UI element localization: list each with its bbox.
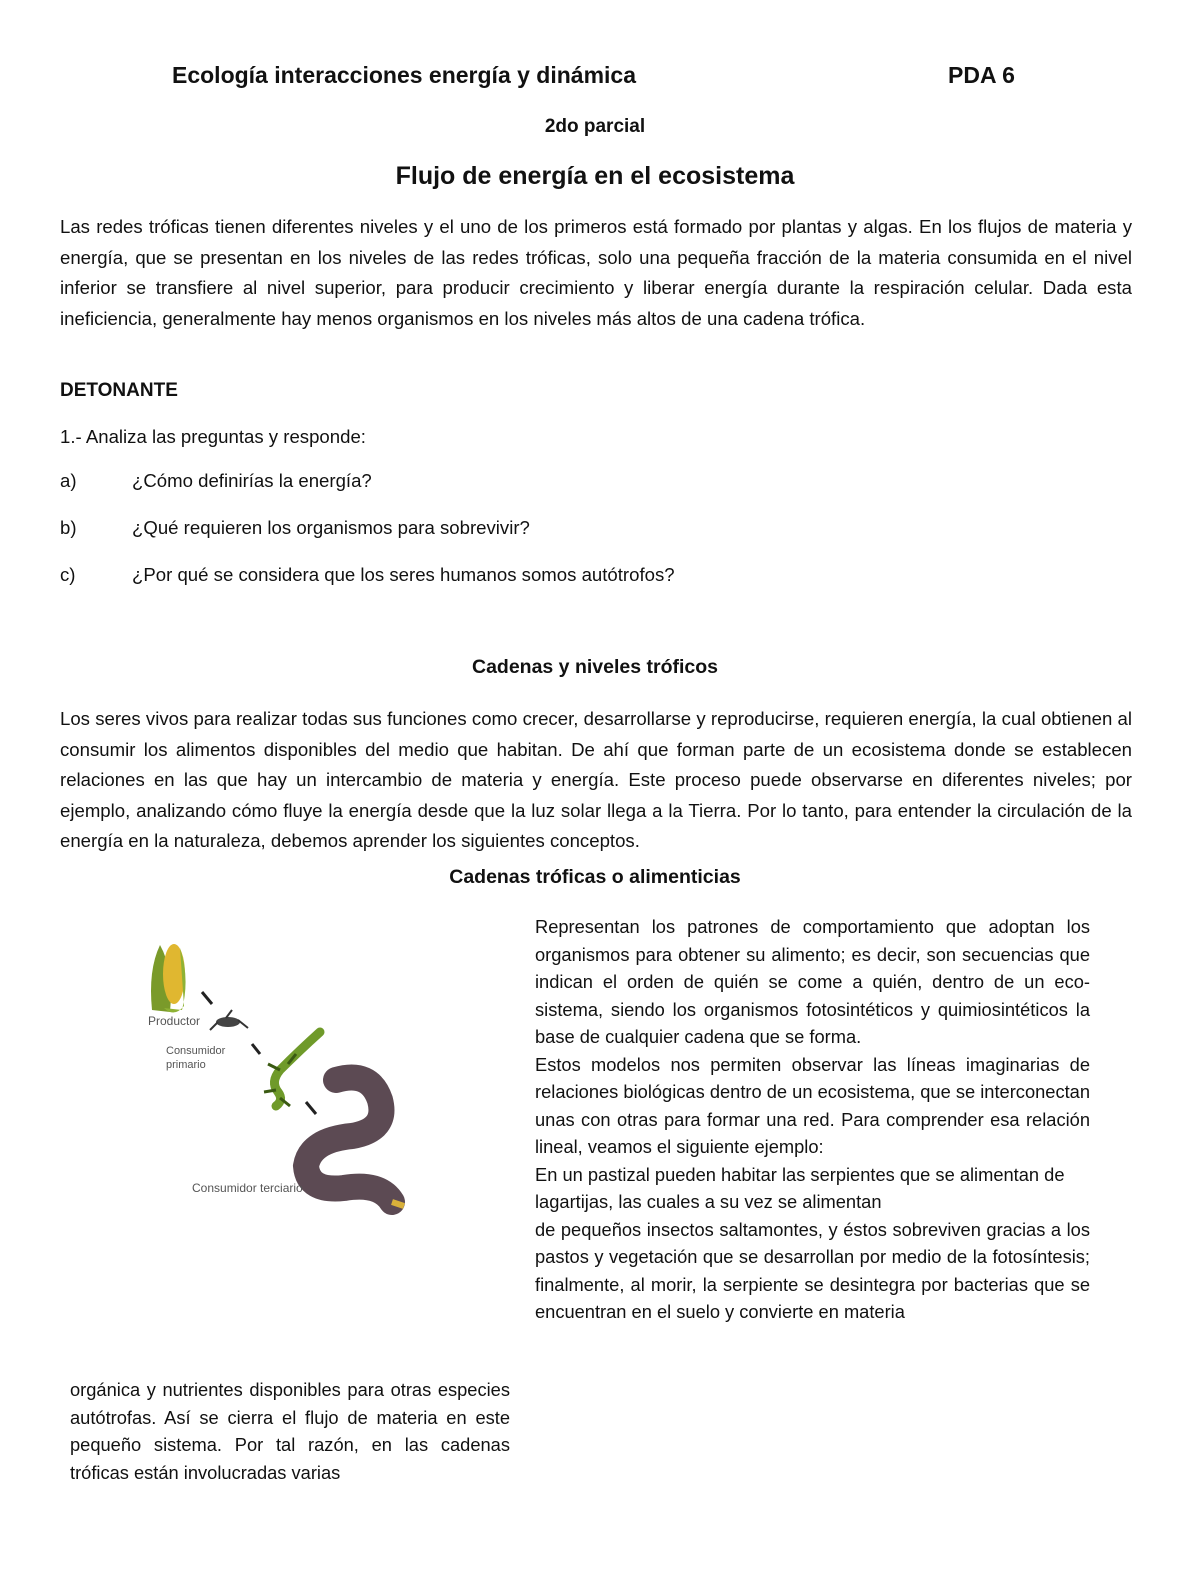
question-item [60, 564, 675, 611]
left-column: orgánica y nutrientes disponibles para otras especies autótrofas. Así se cierra el flujo de materia en este pequeño sistema. Por tal razón, en las cadenas tróficas están involucradas varias [70, 1379, 510, 1483]
right-column [535, 913, 1090, 1326]
main-title: Flujo de energía en el ecosistema [395, 162, 795, 190]
question-letter: c) [60, 564, 76, 585]
arrow-icon [252, 1044, 260, 1054]
question-item [60, 470, 675, 517]
question-letter: a) [60, 470, 77, 491]
document-code: PDA 6 [948, 62, 1015, 88]
right-paragraph-3: En un pastizal pueden habitar las serpientes que se alimentan de lagartijas, las cuales a su vez se alimentan [535, 1163, 1065, 1212]
intro-paragraph: Las redes tróficas tienen diferentes niveles y el uno de los primeros está formado por plantas y algas. En los flujos de materia y energía, que se presentan en los niveles de las redes tróficas, solo una pequeña fracción de la materia consumida en el nivel inferior se transfiere al nivel superior, para producir crecimiento y liberar energía durante la respiración celular. Dada esta ineficiencia, generalmente hay menos organismos en los niveles más altos de una cadena trófica. [60, 216, 1132, 329]
question-text: ¿Cómo definirías la energía? [132, 470, 372, 491]
document-title: Ecología interacciones energía y dinámica [172, 62, 637, 88]
arrow-icon [202, 992, 212, 1004]
question-text: ¿Qué requieren los organismos para sobrevivir? [132, 517, 530, 538]
primary-consumer-label: Consumidor [166, 1045, 226, 1057]
detonante-heading: DETONANTE [60, 380, 178, 401]
instruction: 1.- Analiza las preguntas y responde: [60, 426, 366, 447]
right-paragraph-4: de pequeños insectos saltamontes, y éstos sobreviven gracias a los pastos y vegetación que se desarrollan por medio de la fotosíntesis; finalmente, al morir, la serpiente se desintegra por bacterias que se encuentran en el suelo y convierte en materia [535, 1218, 1090, 1322]
question-list [60, 470, 675, 611]
snake-icon [306, 1078, 404, 1207]
primary-consumer-label-2: primario [166, 1059, 206, 1071]
corn-icon [151, 944, 186, 1013]
question-item [60, 517, 675, 564]
lizard-icon [264, 1032, 320, 1106]
right-paragraph-2: Estos modelos nos permiten observar las líneas imaginarias de relaciones biológicas dentro de un ecosistema, que se interconectan unas con otras para formar una red. Para comprender esa relación lineal, veamos el siguiente ejemplo: [535, 1053, 1090, 1157]
food-chain-diagram [130, 930, 450, 1230]
cadenas-paragraph: Los seres vivos para realizar todas sus funciones como crecer, desarrollarse y reproducirse, requieren energía, la cual obtienen al consumir los alimentos disponibles del medio que habitan. De ahí que forman parte de un ecosistema donde se establecen relaciones en las que hay un intercambio de materia y energía. Este proceso puede observarse en diferentes niveles; por ejemplo, analizando cómo fluye la energía desde que la luz solar llega a la Tierra. Por lo tanto, para entender la circulación de la energía en la naturaleza, debemos aprender los siguientes conceptos. [60, 708, 1132, 851]
cadenas-heading: Cadenas y niveles tróficos [471, 656, 719, 678]
question-text: ¿Por qué se considera que los seres humanos somos autótrofos? [132, 564, 675, 585]
alimenticias-heading: Cadenas tróficas o alimenticias [449, 866, 741, 888]
subtitle: 2do parcial [544, 116, 646, 137]
tertiary-consumer-label: Consumidor terciario [192, 1181, 303, 1195]
arrow-icon [306, 1102, 316, 1114]
producer-label: Productor [148, 1014, 201, 1028]
grasshopper-icon [210, 1010, 248, 1030]
question-letter: b) [60, 517, 77, 538]
right-paragraph-1: Representan los patrones de comportamiento que adoptan los organismos para obtener su alimento; es decir, son secuencias que indican el orden de quién se come a quién, dentro de un eco- sistema, siendo los organismos fotosintéticos y quimiosintéticos la base de cualquier cadena que se forma. [535, 916, 1090, 1047]
